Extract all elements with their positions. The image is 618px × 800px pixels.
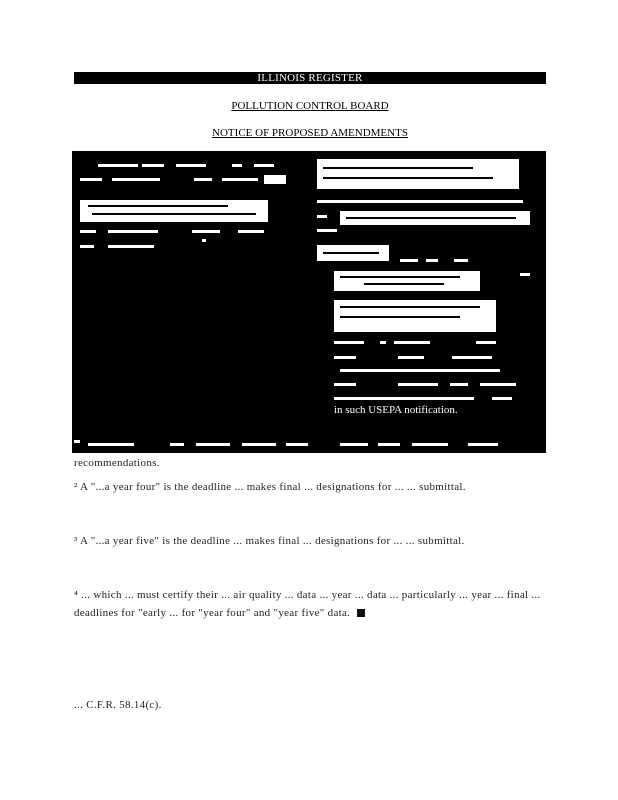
table-box xyxy=(334,300,496,332)
table-fragment xyxy=(88,443,134,446)
table-fragment xyxy=(334,341,364,344)
table-fragment xyxy=(98,164,138,167)
table-fragment xyxy=(80,178,102,181)
table-fragment xyxy=(398,356,424,359)
table-fragment xyxy=(480,383,516,386)
table-fragment xyxy=(142,164,164,167)
table-fragment xyxy=(378,443,400,446)
table-fragment xyxy=(196,443,230,446)
register-title: ILLINOIS REGISTER xyxy=(74,72,546,84)
table-fragment xyxy=(242,443,276,446)
paragraph-text: ² A "...a year four" is the deadline ... makes final ... designations for ... ... submittal. xyxy=(74,481,466,493)
table-fragment xyxy=(380,341,386,344)
table-fragment xyxy=(476,341,496,344)
table-fragment xyxy=(232,164,242,167)
paragraph-text: ⁴ ... which ... must certify their ... air quality ... data ... year ... data ... particularly ... year ... final ... deadlines for "early ... for "year four" and "year five" data. xyxy=(74,589,541,619)
table-fragment xyxy=(264,175,286,184)
table-fragment xyxy=(108,245,154,248)
table-fragment xyxy=(454,259,468,262)
table-box xyxy=(340,211,530,225)
footnote-year-four xyxy=(74,478,546,496)
table-fragment xyxy=(426,259,438,262)
table-fragment xyxy=(468,443,498,446)
footnote-year-five xyxy=(74,532,546,550)
table-fragment xyxy=(254,164,274,167)
table-fragment xyxy=(194,178,212,181)
table-fragment xyxy=(112,178,160,181)
table-fragment xyxy=(238,230,264,233)
table-fragment xyxy=(80,245,94,248)
table-fragment xyxy=(340,369,500,372)
table-fragment xyxy=(202,239,206,242)
table-fragment xyxy=(400,259,418,262)
paragraph-text: ³ A "...a year five" is the deadline ... makes final ... designations for ... ... submittal. xyxy=(74,535,465,547)
table-fragment xyxy=(334,397,474,400)
table-fragment xyxy=(334,383,356,386)
notice-title: NOTICE OF PROPOSED AMENDMENTS xyxy=(212,127,408,139)
table-fragment xyxy=(394,341,430,344)
table-fragment xyxy=(317,229,337,232)
table-fragment xyxy=(192,230,220,233)
table-fragment xyxy=(317,200,523,203)
scanned-table-block xyxy=(72,151,546,453)
scan-smudge xyxy=(357,609,365,617)
table-fragment xyxy=(412,443,448,446)
table-fragment xyxy=(80,230,96,233)
table-fragment xyxy=(317,215,327,218)
table-fragment xyxy=(450,383,468,386)
paragraph-text: ... C.F.R. 58.14(c). xyxy=(74,699,162,711)
table-fragment xyxy=(452,356,492,359)
table-fragment xyxy=(492,397,512,400)
table-box xyxy=(80,200,268,222)
board-name: POLLUTION CONTROL BOARD xyxy=(231,100,389,112)
table-fragment xyxy=(170,443,184,446)
table-box xyxy=(317,159,519,189)
table-fragment xyxy=(286,443,308,446)
paragraph-text: recommendations. xyxy=(74,457,160,469)
table-fragment xyxy=(74,440,80,443)
table-box xyxy=(317,245,389,261)
table-fragment xyxy=(520,273,530,276)
paragraph-recommendations xyxy=(74,454,546,472)
table-fragment xyxy=(398,383,438,386)
table-fragment xyxy=(334,356,356,359)
table-fragment xyxy=(108,230,158,233)
footnote-cfr xyxy=(74,696,546,714)
footnote-certify-data xyxy=(74,586,546,622)
table-box xyxy=(334,271,480,291)
table-fragment xyxy=(340,443,368,446)
table-note: in such USEPA notification. xyxy=(334,404,458,416)
table-fragment xyxy=(222,178,258,181)
table-fragment xyxy=(176,164,206,167)
